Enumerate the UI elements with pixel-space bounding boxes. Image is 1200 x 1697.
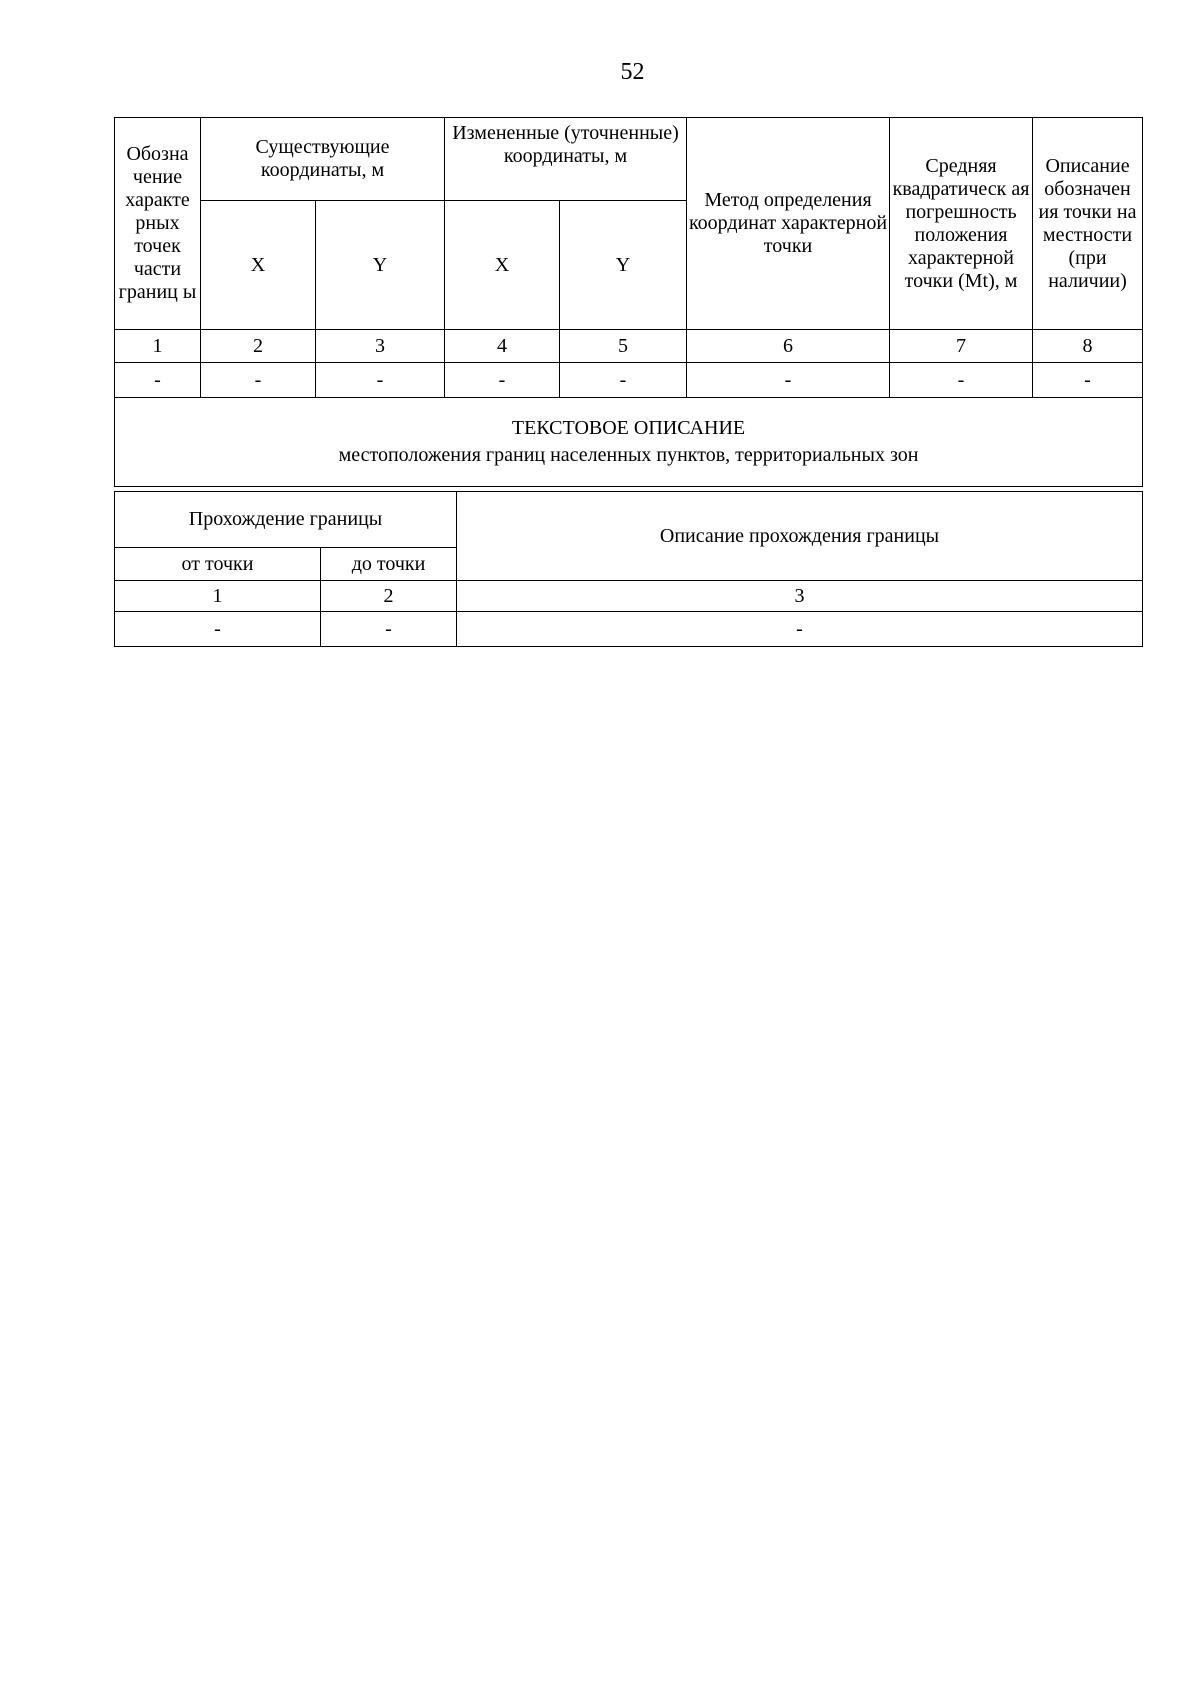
table-cell: -: [115, 363, 201, 398]
table-cell: -: [445, 363, 560, 398]
header-existing-coordinates: Существующие координаты, м: [201, 118, 445, 201]
column-number: 4: [445, 330, 560, 363]
column-number-row: [115, 330, 1143, 363]
header-point-description: Описание обозначен ия точки на местности (при наличии): [1033, 118, 1143, 330]
page-number: 52: [620, 59, 645, 85]
table-cell: -: [201, 363, 316, 398]
table-cell: -: [457, 612, 1143, 647]
column-number: 2: [321, 581, 457, 612]
table-cell: -: [1033, 363, 1143, 398]
column-number: 2: [201, 330, 316, 363]
header-accuracy: Средняя квадратическ ая погрешность положения характерной точки (Mt), м: [890, 118, 1033, 330]
column-number-row: [115, 581, 1143, 612]
column-number: 3: [457, 581, 1143, 612]
table-cell: -: [115, 612, 321, 647]
header-method: Метод определения координат характерной точки: [687, 118, 890, 330]
section-heading: [115, 398, 1143, 487]
table-cell: -: [560, 363, 687, 398]
header-from-point: от точки: [115, 548, 321, 581]
header-to-point: до точки: [321, 548, 457, 581]
table-row: [115, 612, 1143, 647]
header-existing-y: Y: [316, 201, 445, 330]
table-row: [115, 363, 1143, 398]
border-description-table: [114, 491, 1143, 647]
table-cell: -: [687, 363, 890, 398]
header-passage-description: Описание прохождения границы: [457, 492, 1143, 581]
table-cell: -: [321, 612, 457, 647]
header-border-passage: Прохождение границы: [115, 492, 457, 548]
table-cell: -: [890, 363, 1033, 398]
header-changed-coordinates: Измененные (уточненные) координаты, м: [445, 118, 687, 201]
header-designation: Обозна чение характе рных точек части границ ы: [115, 118, 201, 330]
section-title: ТЕКСТОВОЕ ОПИСАНИЕ: [511, 417, 746, 439]
header-changed-x: X: [445, 201, 560, 330]
coordinates-table: [114, 117, 1143, 487]
table-cell: -: [316, 363, 445, 398]
column-number: 1: [115, 581, 321, 612]
column-number: 6: [687, 330, 890, 363]
column-number: 5: [560, 330, 687, 363]
header-existing-x: X: [201, 201, 316, 330]
header-changed-y: Y: [560, 201, 687, 330]
column-number: 8: [1033, 330, 1143, 363]
column-number: 1: [115, 330, 201, 363]
section-subtitle: местоположения границ населенных пунктов, территориальных зон: [338, 444, 919, 466]
column-number: 3: [316, 330, 445, 363]
column-number: 7: [890, 330, 1033, 363]
